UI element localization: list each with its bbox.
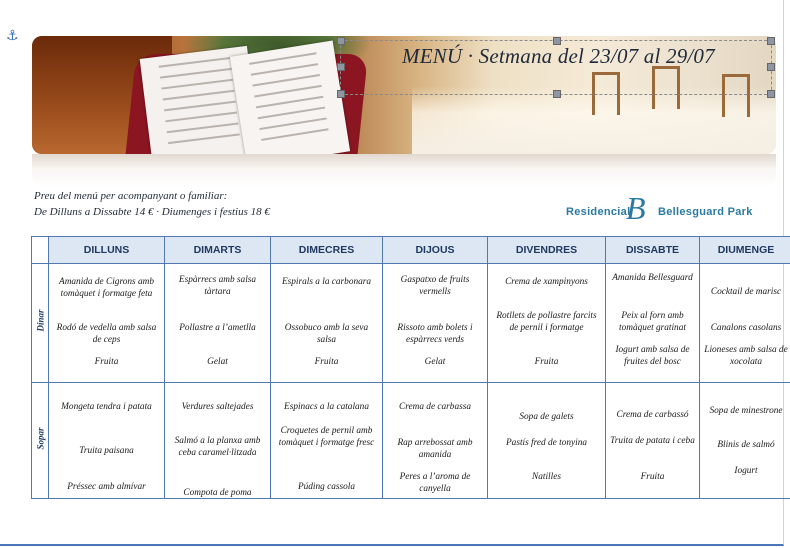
dish: Mongeta tendra i patata: [61, 402, 152, 412]
dish: Croquetes de pernil amb tomàquet i formatge fresc: [278, 426, 375, 448]
menu-cell: [606, 383, 700, 499]
price-line-1: Preu del menú per acompanyant o familiar:: [34, 190, 228, 202]
dish: Cocktail de marisc: [710, 287, 782, 297]
day-header-row: [32, 237, 790, 264]
anchor-icon[interactable]: ⚓: [6, 28, 19, 44]
dish: Gaspatxo de fruits vermells: [400, 275, 470, 297]
dish: Rodó de vedella amb salsa de ceps: [56, 323, 157, 345]
dish: Púding cassola: [297, 482, 356, 492]
residence-logo: [566, 190, 766, 226]
dish: Iogurt: [734, 466, 758, 476]
dish: Compota de poma: [183, 488, 252, 498]
dish: Ossobuco amb la seva salsa: [284, 323, 369, 345]
dish: Amanida de Cigrons amb tomàquet i formatge feta: [59, 277, 154, 299]
dish: Rissoto amb bolets i espàrrecs verds: [397, 323, 473, 345]
dish: Pollastre a l’ametlla: [179, 323, 256, 333]
menu-cell: [49, 264, 165, 383]
dish: Peres a l’aroma de canyella: [399, 472, 471, 494]
menu-cell: [700, 264, 790, 383]
dish: Pastís fred de tonyina: [506, 438, 587, 448]
dish: Rotllets de pollastre farcits de pernil i formatge: [496, 311, 597, 333]
day-header: DIMARTS: [165, 237, 271, 264]
dish: Amanida Bellesguard: [612, 273, 693, 283]
day-header: DIJOUS: [383, 237, 488, 264]
dish: Verdures saltejades: [181, 402, 254, 412]
dish: Peix al forn amb tomàquet gratinat: [619, 311, 686, 333]
menu-cell: [700, 383, 790, 499]
menu-cell: [271, 264, 383, 383]
dish: Espinacs a la catalana: [284, 402, 369, 412]
meal-label-text: Dinar: [35, 309, 46, 332]
meal-label: [32, 264, 49, 383]
dish: Crema de carbassó: [616, 410, 689, 420]
menu-cell: [383, 264, 488, 383]
dish: Lioneses amb salsa de xocolata: [704, 345, 788, 367]
dish: Fruita: [640, 472, 665, 482]
dish: Espàrrecs amb salsa tàrtara: [178, 275, 257, 297]
dish: Rap arrebossat amb amanida: [397, 438, 473, 460]
dish: Blinis de salmó: [717, 440, 775, 450]
dish: Truita paisana: [79, 446, 134, 456]
logo-word-2: Bellesguard Park: [658, 206, 753, 218]
menu-cell: [49, 383, 165, 499]
weekly-menu-table: [31, 236, 790, 499]
day-header: DIVENDRES: [488, 237, 606, 264]
dish: Natilles: [532, 472, 561, 482]
meal-label: [32, 383, 49, 499]
meal-row-dinar: [32, 264, 790, 383]
menu-cell: [488, 383, 606, 499]
dish: Gelat: [207, 357, 228, 367]
meal-row-sopar: [32, 383, 790, 499]
day-header: DIUMENGE: [700, 237, 790, 264]
price-line-2: De Dilluns a Dissabte 14 € · Diumenges i festius 18 €: [34, 206, 270, 218]
dish: Crema de carbassa: [399, 402, 471, 412]
banner-reflection: [32, 154, 776, 188]
dish: Sopa de minestrone: [709, 406, 783, 416]
dish: Canalons casolans: [710, 323, 782, 333]
dish: Iogurt amb salsa de fruites del bosc: [615, 345, 690, 367]
dish: Espirals a la carbonara: [281, 277, 372, 287]
menu-cell: [383, 383, 488, 499]
dish: Gelat: [424, 357, 446, 367]
dish: Préssec amb almívar: [67, 482, 146, 492]
day-header: DISSABTE: [606, 237, 700, 264]
day-header: DILLUNS: [49, 237, 165, 264]
dish: Sopa de galets: [519, 412, 574, 422]
page-title: MENÚ · Setmana del 23/07 al 29/07: [402, 44, 715, 68]
dish: Fruita: [314, 357, 339, 367]
table-corner: [32, 237, 49, 264]
dish: Truita de patata i ceba: [610, 436, 695, 446]
dish: Salmó a la planxa amb ceba caramel·litzada: [174, 436, 261, 458]
menu-cell: [165, 383, 271, 499]
menu-cell: [606, 264, 700, 383]
logo-initial: B: [626, 190, 646, 226]
logo-word-1: Residencial: [566, 206, 631, 218]
menu-cell: [488, 264, 606, 383]
meal-label-text: Sopar: [35, 426, 46, 449]
dish: Fruita: [94, 357, 119, 367]
dish: Crema de xampinyons: [505, 277, 588, 287]
menu-cell: [165, 264, 271, 383]
price-info: [34, 188, 270, 220]
day-header: DIMECRES: [271, 237, 383, 264]
menu-cell: [271, 383, 383, 499]
dish: Fruita: [534, 357, 559, 367]
